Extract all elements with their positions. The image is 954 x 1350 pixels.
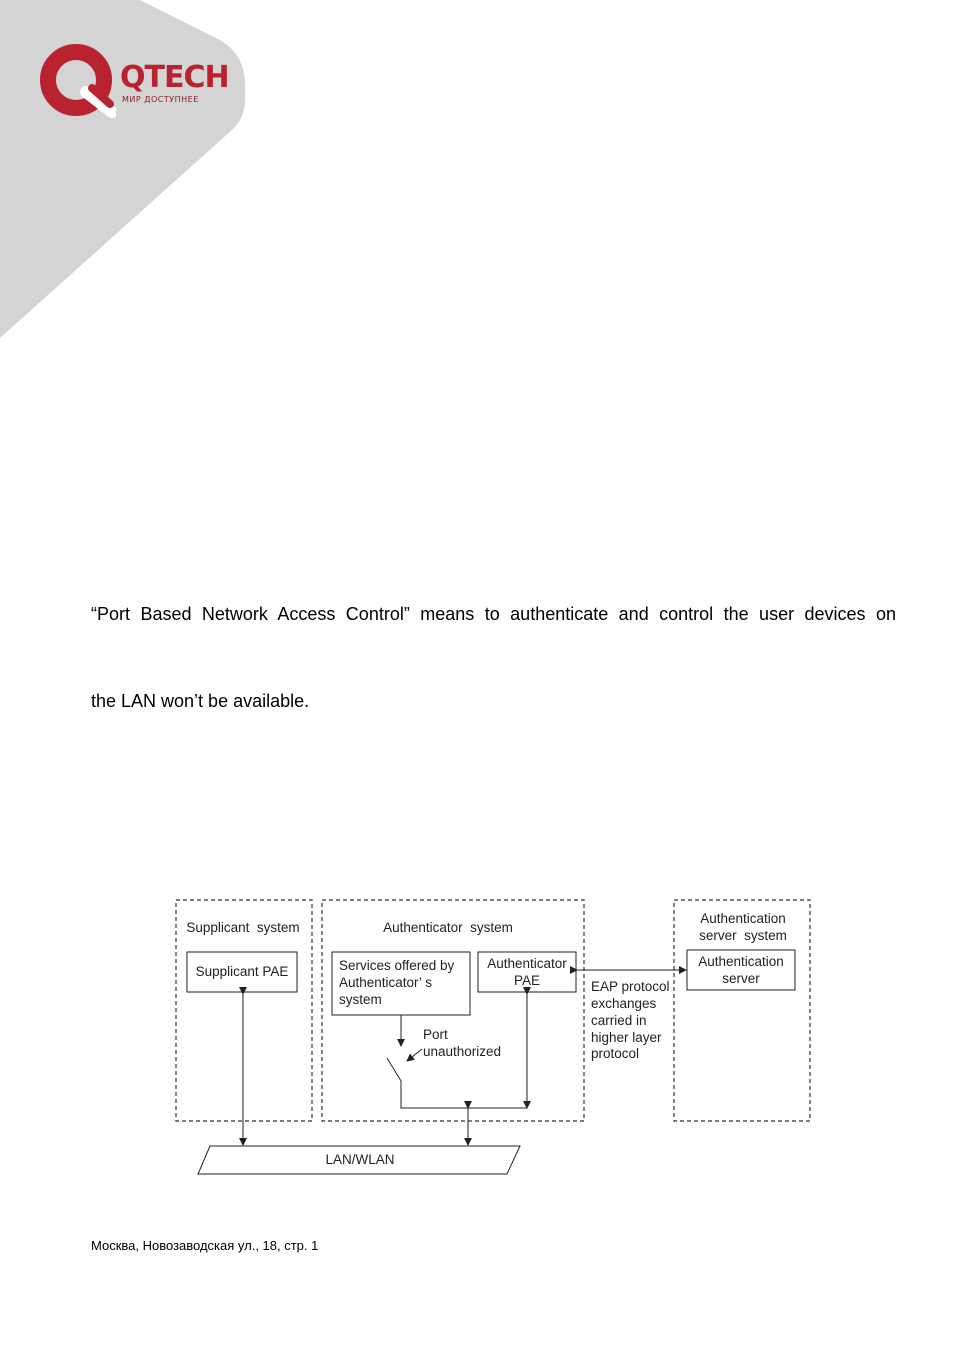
eap-label-4: higher layer (591, 1030, 662, 1045)
eap-label-1: EAP protocol (591, 979, 670, 994)
services-label-1: Services offered by (339, 958, 455, 973)
authenticator-system-label: Authenticator system (383, 920, 513, 935)
supplicant-system-label: Supplicant system (186, 920, 300, 935)
auth-server-label-1: Authentication (698, 954, 784, 969)
footer-address: Москва, Новозаводская ул., 18, стр. 1 (91, 1238, 319, 1253)
switch-to-pae-wire (401, 1081, 527, 1108)
logo-text: QTECH (120, 60, 229, 95)
company-logo (40, 42, 240, 118)
port-switch (387, 1058, 401, 1081)
auth-server-system-label-2: server system (699, 928, 787, 943)
port-pointer-arrow (407, 1049, 422, 1061)
logo-mark-icon (40, 42, 116, 118)
authenticator-pae-label-1: Authenticator (487, 956, 567, 971)
port-access-diagram (170, 893, 820, 1183)
authenticator-pae-label-2: PAE (513, 973, 541, 988)
eap-label-3: carried in (591, 1013, 647, 1028)
services-label-3: system (339, 992, 382, 1007)
port-label-2: unauthorized (423, 1044, 502, 1059)
auth-server-label-2: server (722, 971, 760, 986)
supplicant-pae-label: Supplicant PAE (195, 964, 289, 979)
lan-wlan-label: LAN/WLAN (325, 1152, 395, 1167)
paragraph-line-1: “Port Based Network Access Control” means to authenticate and control the user devices on (91, 604, 896, 624)
paragraph-line-2: the LAN won’t be available. (91, 691, 310, 711)
port-label-1: Port (423, 1027, 448, 1042)
logo-tagline: МИР ДОСТУПНЕЕ (122, 95, 199, 104)
eap-label-2: exchanges (591, 996, 657, 1011)
auth-server-system-label-1: Authentication (700, 911, 786, 926)
eap-label-5: protocol (591, 1046, 640, 1061)
services-label-2: Authenticator’ s (339, 975, 433, 990)
